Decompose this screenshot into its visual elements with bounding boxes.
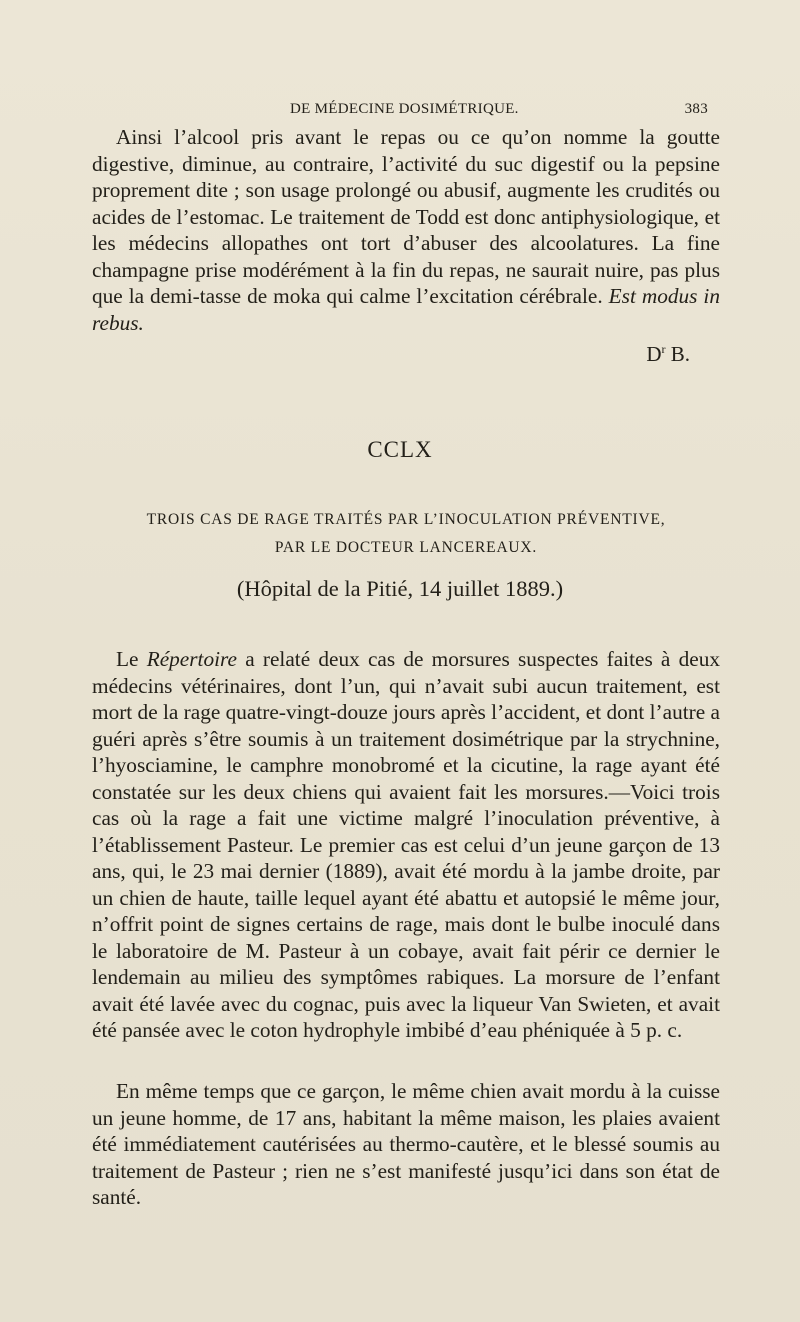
journal-title: Répertoire <box>146 647 237 671</box>
body-text-2: En même temps que ce garçon, le même chien avait mordu à la cuisse un jeune homme, de 17 ans, habitant la même maison, les plaies avaient été immédiatement cautérisées au thermo-cautère, et le blessé soumis au traitement de Pasteur ; rien ne s’est manifesté jusqu’ici dans son état de santé. <box>92 1079 720 1209</box>
intro-text: Ainsi l’alcool pris avant le repas ou ce qu’on nomme la goutte digestive, diminue, au contraire, l’activité du suc digestif ou la pepsine proprement dite ; son usage prolongé ou abusif, augmente les crudités ou acides de l’estomac. Le traitement de Todd est donc antiphysiologique, et les médecins allopathes ont tort d’abuser des alcoolatures. La fine champagne prise modérément à la fin du repas, ne saurait nuire, pas plus que la demi-tasse de moka qui calme l’excitation cérébrale. <box>92 125 720 308</box>
section-title-line-2: PAR LE DOCTEUR LANCEREAUX. <box>274 539 538 556</box>
running-header <box>90 101 720 123</box>
latin-motto: Est modus in rebus. <box>92 284 720 335</box>
page-number: 383 <box>684 101 708 117</box>
section-number: CCLX <box>367 437 433 462</box>
author-signature: $D^r$ B. <box>646 342 690 366</box>
running-title: DE MÉDECINE DOSIMÉTRIQUE. <box>290 101 519 117</box>
section-title-line-1: TROIS CAS DE RAGE TRAITÉS PAR L’INOCULATION PRÉVENTIVE, <box>146 511 666 528</box>
body-text-1: a relaté deux cas de morsures suspectes faites à deux médecins vétérinaires, dont l’un, qui n’avait subi aucun traitement, est mort de la rage quatre-vingt-douze jours après l’accident, et dont l’autre a guéri après s’être soumis à un traitement dosimétrique par la strychnine, l’hyosciamine, le camphre monobromé et la cicutine, la rage ayant été constatée sur les deux chiens qui avaient fait les morsures.—Voici trois cas où la rage a fait une victime malgré l’inoculation préventive, à l’établissement Pasteur. Le premier cas est celui d’un jeune garçon de 13 ans, qui, le 23 mai dernier (1889), avait été mordu à la jambe droite, par un chien de haute, taille lequel ayant été abattu et autopsié le même jour, n’offrit point de signes certains de rage, mais dont le bulbe inoculé dans le laboratoire de M. Pasteur à un cobaye, avait fait périr ce dernier le lendemain au milieu des symptômes rabiques. La morsure de l’enfant avait été lavée avec du cognac, puis avec la liqueur Van Swieten, et avait été pansée avec le coton hydrophyle imbibé d’eau phéniquée à 5 p. c. <box>92 647 720 1042</box>
intro-paragraph <box>92 124 720 336</box>
dateline: (Hôpital de la Pitié, 14 juillet 1889.) <box>236 576 564 601</box>
body-paragraph-1: Le Répertoire a relaté deux cas de morsures suspectes faites à deux médecins vétérinaires, dont l’un, qui n’avait subi aucun traitement, est mort de la rage quatre-vingt-douze jours après l’accident, et dont l’autre a guéri après s’être soumis à un traitement dosimétrique par la strychnine, l’hyosciamine, le camphre monobromé et la cicutine, la rage ayant été constatée sur les deux chiens qui avaient fait les morsures.—Voici trois cas où la rage a fait une victime malgré l’inoculation préventive, à l’établissement Pasteur. Le premier cas est celui d’un jeune garçon de 13 ans, qui, le 23 mai dernier (1889), avait été mordu à la jambe droite, par un chien de haute, taille lequel ayant été abattu et autopsié le même jour, n’offrit point de signes certains de rage, mais dont le bulbe inoculé dans le laboratoire de M. Pasteur à un cobaye, avait fait périr ce dernier le lendemain au milieu des symptômes rabiques. La morsure de l’enfant avait été lavée avec du cognac, puis avec la liqueur Van Swieten, et avait été pansée avec le coton hydrophyle imbibé d’eau phéniquée à 5 p. c. <box>92 647 720 1042</box>
section-title <box>92 506 720 562</box>
body-paragraph-2 <box>92 1078 720 1211</box>
